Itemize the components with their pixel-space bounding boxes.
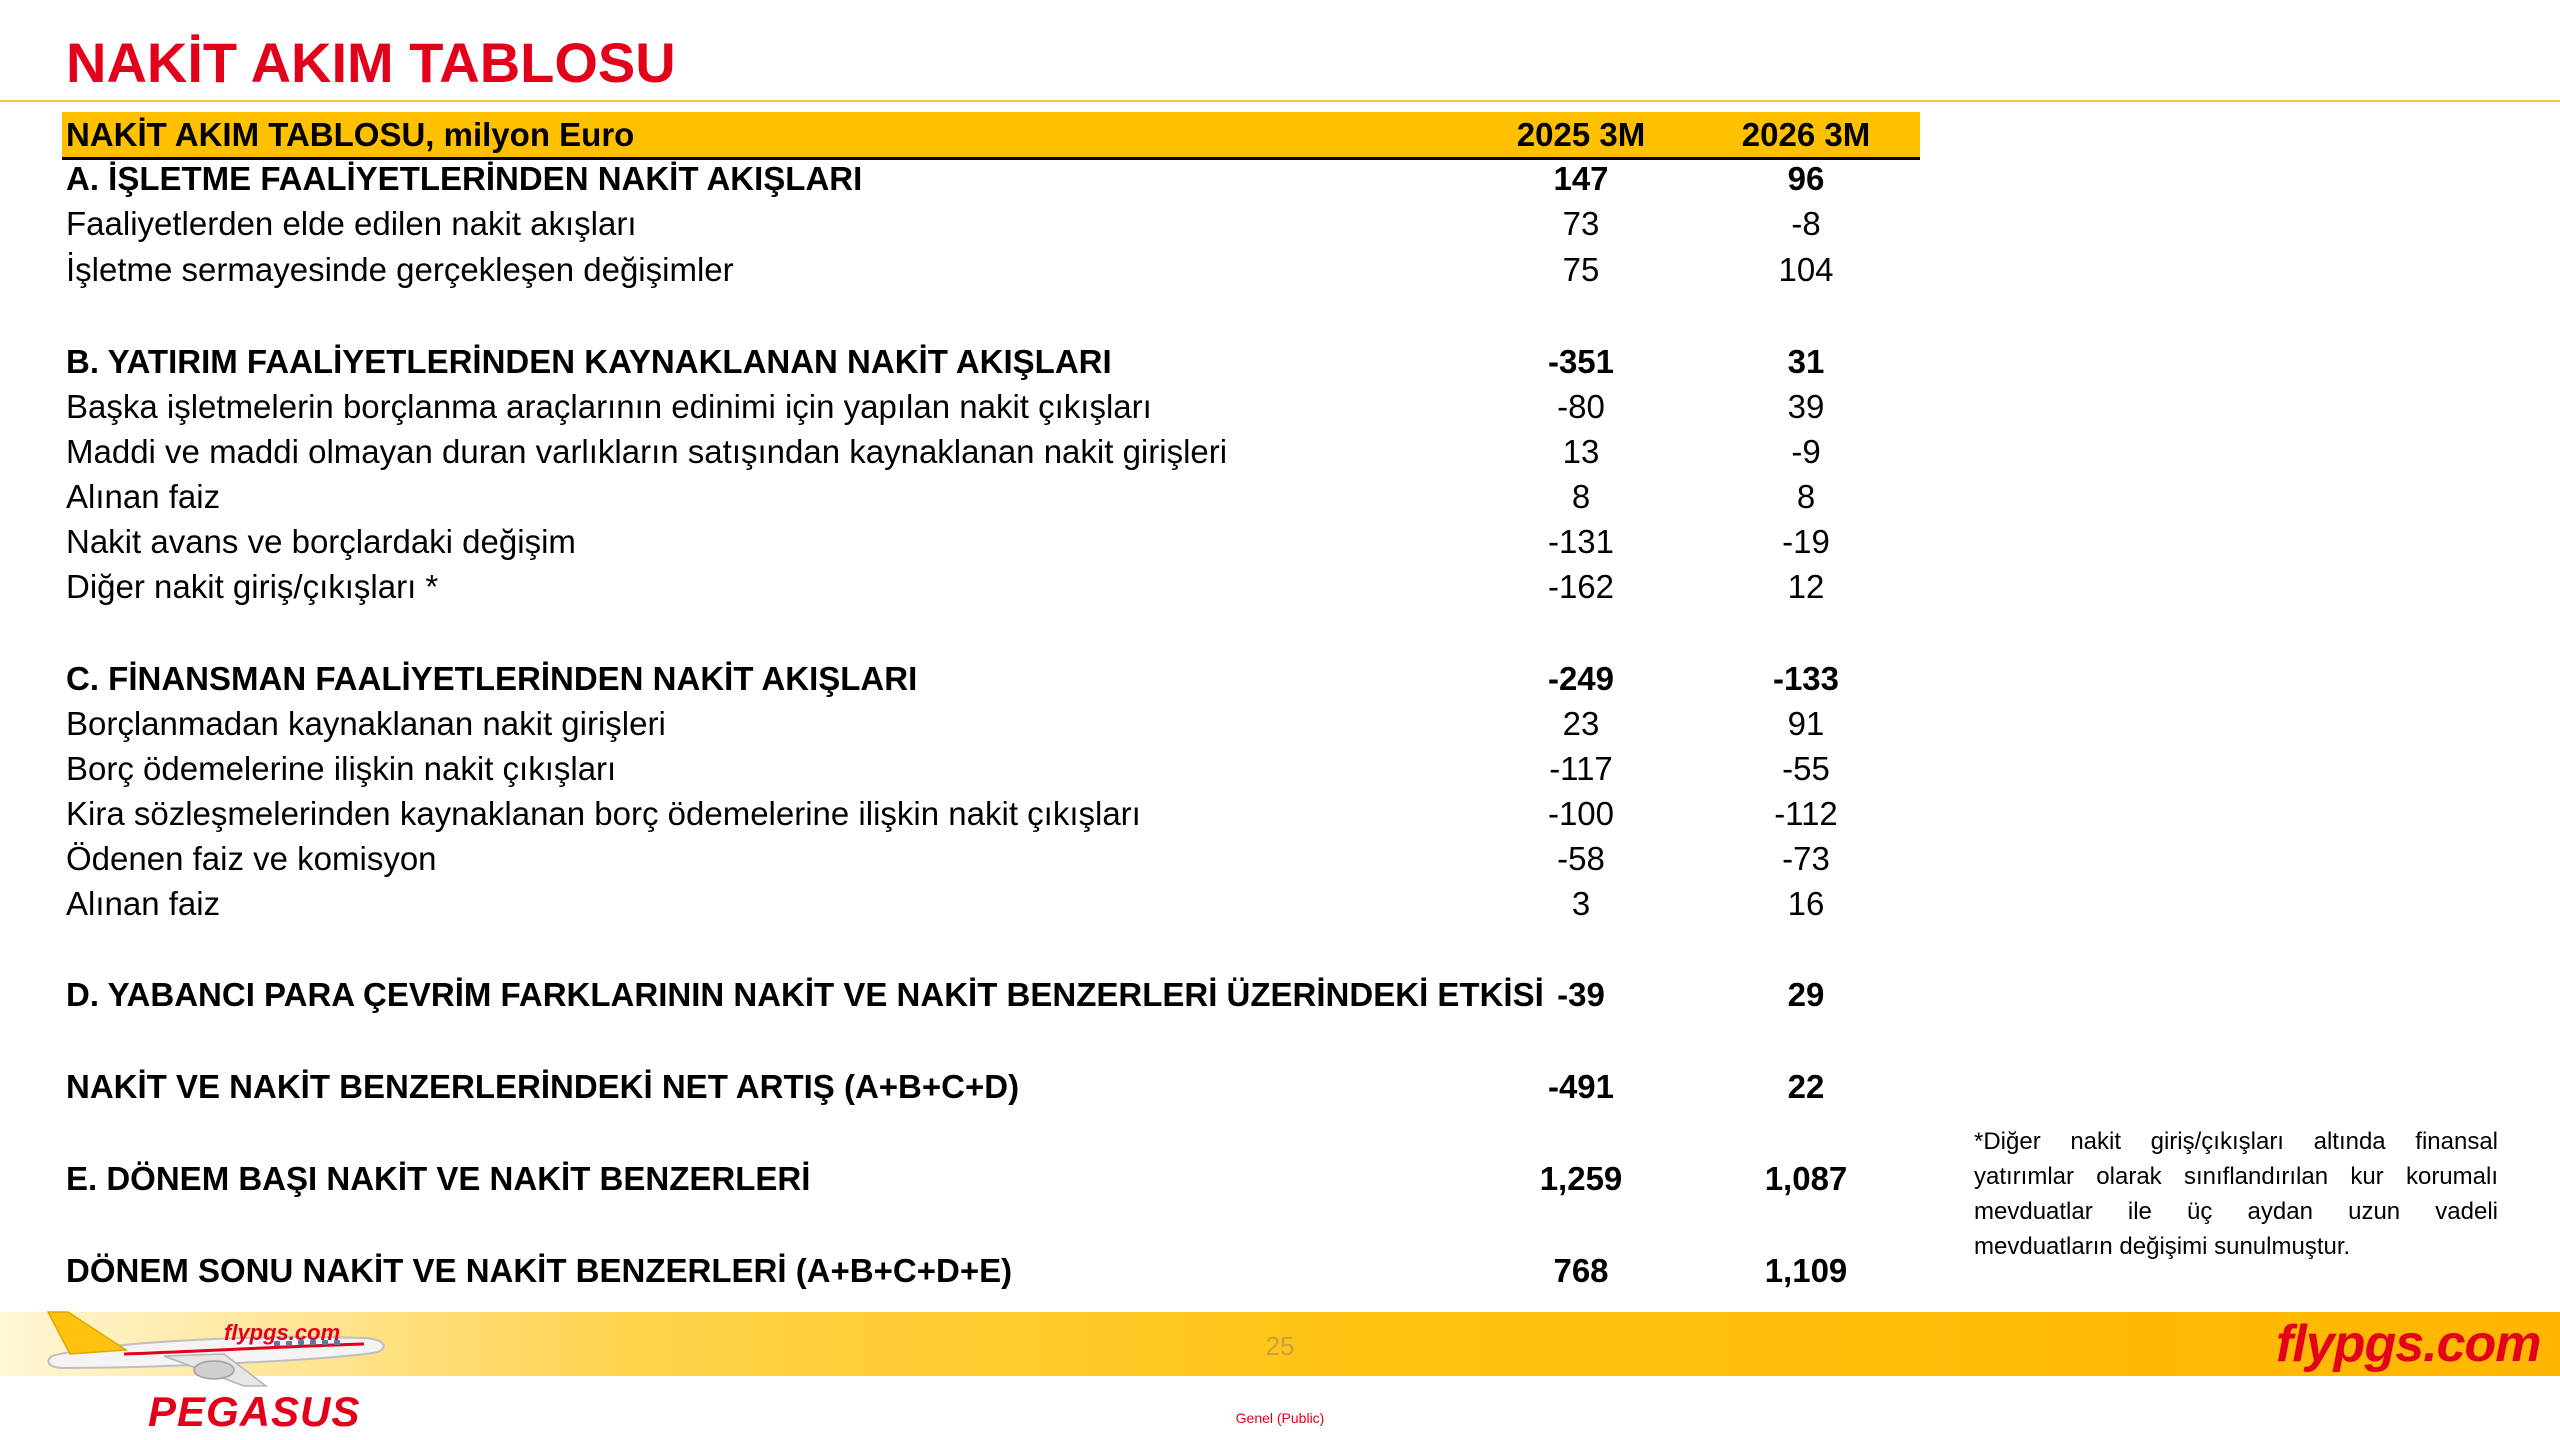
value-2026: -8 — [1791, 205, 1821, 242]
value-2026: 29 — [1787, 976, 1825, 1013]
row-label: DÖNEM SONU NAKİT VE NAKİT BENZERLERİ (A+B+C+D+E) — [66, 1252, 1013, 1289]
value-2025: -249 — [1547, 660, 1615, 697]
row-label: Borçlanmadan kaynaklanan nakit girişleri — [66, 705, 666, 742]
table-row — [62, 251, 1920, 296]
title-divider — [0, 100, 2560, 102]
table-header-label: NAKİT AKIM TABLOSU, milyon Euro — [66, 116, 635, 153]
table-row-section-a — [62, 160, 1920, 205]
value-2026: -19 — [1782, 523, 1830, 560]
table-row — [62, 433, 1920, 478]
value-2026: 22 — [1787, 1068, 1825, 1105]
value-2025: -162 — [1547, 568, 1615, 605]
row-label: Maddi ve maddi olmayan duran varlıkların satışından kaynaklanan nakit girişleri — [66, 433, 1228, 470]
row-label: B. YATIRIM FAALİYETLERİNDEN KAYNAKLANAN NAKİT AKIŞLARI — [66, 343, 1112, 380]
table-row — [62, 568, 1920, 613]
value-2025: -491 — [1547, 1068, 1615, 1105]
row-label: Alınan faiz — [66, 885, 221, 922]
table-row — [62, 840, 1920, 885]
table-row-net-increase — [62, 1068, 1920, 1113]
value-2026: 8 — [1796, 478, 1816, 515]
column-header-2026: 2026 3M — [1741, 116, 1871, 153]
row-label: E. DÖNEM BAŞI NAKİT VE NAKİT BENZERLERİ — [66, 1160, 811, 1197]
brand-url-logo: flypgs.com — [2276, 1315, 2541, 1373]
table-row-section-b — [62, 343, 1920, 388]
table-row-section-e — [62, 1160, 1920, 1205]
value-2025: 23 — [1562, 705, 1600, 742]
value-2026: -9 — [1791, 433, 1821, 470]
footnote: *Diğer nakit giriş/çıkışları altında finansal yatırımlar olarak sınıflandırılan kur korumalı mevduatlar ile üç aydan uzun vadeli mevduatların değişimi sunulmuştur. — [1974, 1128, 2498, 1260]
column-header-2025: 2025 3M — [1516, 116, 1646, 153]
row-label: Başka işletmelerin borçlanma araçlarının edinimi için yapılan nakit çıkışları — [66, 388, 1152, 425]
table-header — [62, 112, 1920, 160]
value-2025: -351 — [1547, 343, 1615, 380]
row-label: Kira sözleşmelerinden kaynaklanan borç ödemelerine ilişkin nakit çıkışları — [66, 795, 1141, 832]
value-2026: 1,087 — [1764, 1160, 1848, 1197]
value-2025: -39 — [1557, 976, 1605, 1013]
row-label: D. YABANCI PARA ÇEVRİM FARKLARININ NAKİT VE NAKİT BENZERLERİ ÜZERİNDEKİ ETKİSİ — [66, 976, 1544, 1013]
table-row — [62, 795, 1920, 840]
row-label: İşletme sermayesinde gerçekleşen değişimler — [66, 251, 734, 288]
table-row — [62, 205, 1920, 250]
row-label: Alınan faiz — [66, 478, 221, 515]
value-2026: -55 — [1782, 750, 1830, 787]
value-2026: 39 — [1787, 388, 1825, 425]
row-label: Nakit avans ve borçlardaki değişim — [66, 523, 576, 560]
value-2026: 104 — [1778, 251, 1834, 288]
value-2026: 91 — [1787, 705, 1825, 742]
classification-label: Genel (Public) — [1235, 1410, 1325, 1426]
value-2025: 768 — [1553, 1252, 1609, 1289]
value-2026: 1,109 — [1764, 1252, 1848, 1289]
value-2025: -100 — [1547, 795, 1615, 832]
row-label: Faaliyetlerden elde edilen nakit akışları — [66, 205, 637, 242]
value-2026: 96 — [1787, 160, 1825, 197]
row-label: Borç ödemelerine ilişkin nakit çıkışları — [66, 750, 617, 787]
table-row — [62, 523, 1920, 568]
table-row-section-d — [62, 976, 1920, 1021]
table-row — [62, 750, 1920, 795]
table-row-closing-balance — [62, 1252, 1920, 1297]
value-2025: 73 — [1562, 205, 1600, 242]
table-row — [62, 478, 1920, 523]
value-2026: -73 — [1782, 840, 1830, 877]
plane-livery-text: flypgs.com — [224, 1320, 341, 1345]
pegasus-logo: PEGASUS — [148, 1388, 361, 1435]
value-2025: -117 — [1549, 750, 1613, 787]
table-row — [62, 388, 1920, 433]
table-row — [62, 885, 1920, 930]
value-2025: 3 — [1571, 885, 1591, 922]
value-2025: 8 — [1571, 478, 1591, 515]
value-2025: -131 — [1547, 523, 1615, 560]
value-2026: 31 — [1787, 343, 1825, 380]
row-label: C. FİNANSMAN FAALİYETLERİNDEN NAKİT AKIŞLARI — [66, 660, 918, 697]
page-number: 25 — [1265, 1331, 1295, 1361]
airplane-image — [34, 1294, 394, 1394]
value-2026: 16 — [1787, 885, 1825, 922]
value-2025: 147 — [1553, 160, 1609, 197]
value-2026: -133 — [1772, 660, 1840, 697]
page-title: NAKİT AKIM TABLOSU — [66, 31, 676, 94]
row-label: Ödenen faiz ve komisyon — [66, 840, 437, 877]
value-2026: -112 — [1774, 795, 1838, 832]
row-label: NAKİT VE NAKİT BENZERLERİNDEKİ NET ARTIŞ (A+B+C+D) — [66, 1068, 1020, 1105]
value-2025: -80 — [1557, 388, 1605, 425]
value-2025: 13 — [1562, 433, 1600, 470]
row-label: Diğer nakit giriş/çıkışları * — [66, 568, 439, 605]
value-2025: 1,259 — [1539, 1160, 1623, 1197]
table-row-section-c — [62, 660, 1920, 705]
row-label: A. İŞLETME FAALİYETLERİNDEN NAKİT AKIŞLARI — [66, 160, 863, 197]
value-2026: 12 — [1787, 568, 1825, 605]
table-row — [62, 705, 1920, 750]
value-2025: -58 — [1557, 840, 1605, 877]
value-2025: 75 — [1562, 251, 1600, 288]
